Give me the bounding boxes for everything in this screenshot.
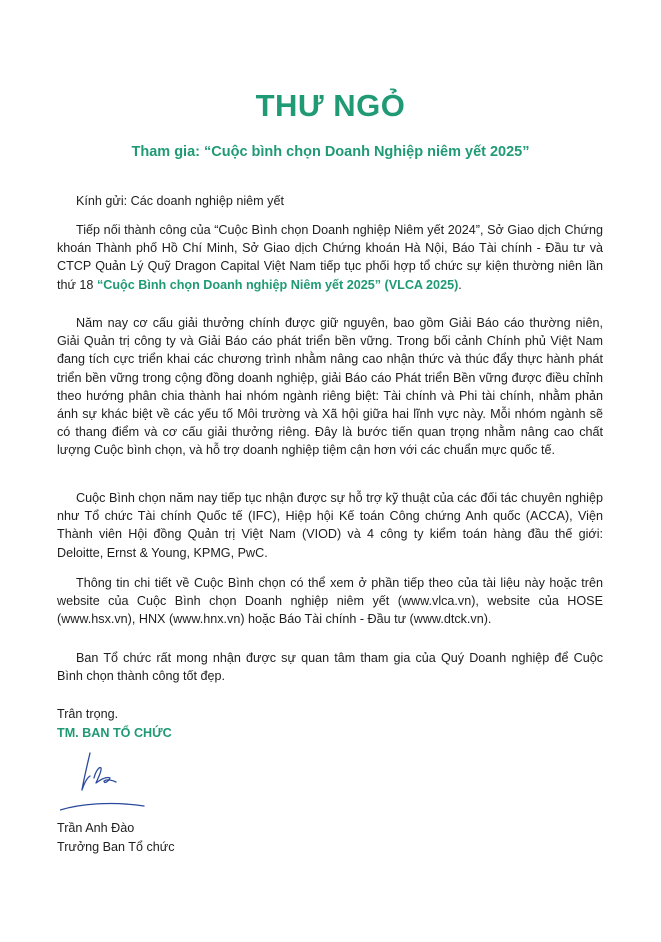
paragraph-info: Thông tin chi tiết về Cuộc Bình chọn có thể xem ở phần tiếp theo của tài liệu này hoặc trên website của Cuộc Bình chọn Doanh nghiệp niêm yết (www.vlca.vn), website của HOSE (www.hsx.vn), HNX (www.hnx.vn) hoặc Báo Tài chính - Đầu tư (www.dtck.vn). bbox=[57, 576, 603, 627]
signer-name: Trần Anh Đào bbox=[57, 821, 135, 835]
paragraph-invitation: Ban Tổ chức rất mong nhận được sự quan tâm tham gia của Quý Doanh nghiệp để Cuộc Bình chọn thành công tốt đẹp. bbox=[57, 651, 603, 684]
paragraph-partners: Cuộc Bình chọn năm nay tiếp tục nhận được sự hỗ trợ kỹ thuật của các đối tác chuyên nghiệp như Tổ chức Tài chính Quốc tế (IFC), Hiệp hội Kế toán Công chứng Anh quốc (ACCA), Viện Thành viên Hội đồng Quản trị Việt Nam (VIOD) và 4 công ty kiểm toán hàng đầu thế giới: Deloitte, Ernst & Young, KPMG, PwC. bbox=[57, 491, 603, 560]
event-name-highlight: “Cuộc Bình chọn Doanh nghiệp Niêm yết 2025” (VLCA 2025) bbox=[96, 277, 459, 292]
page-title: THƯ NGỎ bbox=[255, 88, 406, 123]
signer-role: Trưởng Ban Tổ chức bbox=[57, 840, 175, 854]
greeting: Kính gửi: Các doanh nghiệp niêm yết bbox=[76, 194, 284, 208]
paragraph-intro-end: . bbox=[458, 277, 462, 292]
organizer-label: TM. BAN TỔ CHỨC bbox=[57, 726, 172, 740]
paragraph-intro-text: Tiếp nối thành công của “Cuộc Bình chọn Doanh nghiệp Niêm yết 2024”, Sở Giao dịch Chứng khoán Thành phố Hồ Chí Minh, Sở Giao dịch Chứng khoán Hà Nội, Báo Tài chính - Đầu tư và CTCP Quản Lý Quỹ Dragon Capital Việt Nam tiếp tục phối hợp tổ chức sự kiện thường niên lần thứ 18 bbox=[57, 223, 603, 292]
closing-line: Trân trọng. bbox=[57, 707, 119, 721]
paragraph-awards: Năm nay cơ cấu giải thưởng chính được giữ nguyên, bao gồm Giải Báo cáo thường niên, Giải Quản trị công ty và Giải Báo cáo phát triển bền vững. Trong bối cảnh Chính phủ Việt Nam đang tích cực triển khai các chương trình nhằm nâng cao nhận thức và thúc đẩy thực hành phát triển bền vững trong cộng đồng doanh nghiệp, giải Báo cáo Phát triển Bền vững được điều chỉnh theo hướng phân chia thành hai nhóm ngành riêng biệt: Tài chính và Phi tài chính, nhằm phản ánh sự khác biệt về các yếu tố Môi trường và Xã hội giữa hai lĩnh vực này. Mỗi nhóm ngành sẽ có thang điểm và cơ cấu giải thưởng riêng. Đây là bước tiến quan trọng nhằm nâng cao chất lượng Cuộc bình chọn, và hỗ trợ doanh nghiệp tiệm cận hơn với các chuẩn mực quốc tế. bbox=[57, 316, 603, 458]
signature-image bbox=[60, 748, 150, 818]
page-subtitle: Tham gia: “Cuộc bình chọn Doanh Nghiệp niêm yết 2025” bbox=[131, 144, 530, 160]
paragraph-intro bbox=[57, 221, 603, 294]
